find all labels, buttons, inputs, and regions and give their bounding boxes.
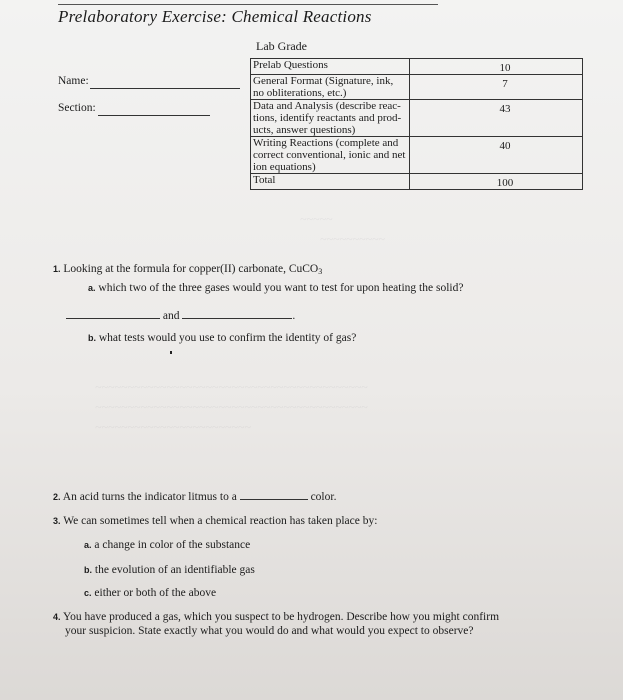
- grade-row: [251, 174, 583, 190]
- bleed-through-text: ~~~~~~~~~~~~~~~~~~~~~~~~~~~~~~~~~~~~~~~~~~: [95, 380, 368, 394]
- name-blank[interactable]: [90, 88, 240, 89]
- lab-grade-table: [250, 58, 583, 190]
- grade-category: Writing Reactions (complete and correct conventional, ionic and net ion equations): [251, 137, 410, 174]
- title-rule: [58, 4, 438, 5]
- question-3-option-a[interactable]: a. a change in color of the substance: [84, 539, 251, 551]
- litmus-color-blank[interactable]: [240, 499, 308, 500]
- gas-2-blank[interactable]: [182, 318, 292, 319]
- section-blank[interactable]: [98, 115, 210, 116]
- question-1a: a. which two of the three gases would you want to test for upon heating the solid?: [88, 282, 464, 294]
- section-label: Section:: [58, 102, 96, 114]
- grade-points: 10: [410, 59, 583, 75]
- bleed-through-text: ~~~~~~~~~~~~~~~~~~~~~~~~~~~~~~~~~~~~~~~~~~: [95, 400, 368, 414]
- question-3: 3. We can sometimes tell when a chemical reaction has taken place by:: [53, 515, 378, 527]
- question-3-option-b[interactable]: b. the evolution of an identifiable gas: [84, 564, 255, 576]
- bleed-through-text: ~~~~~: [300, 212, 333, 226]
- grade-points: 7: [410, 75, 583, 100]
- question-2: 2. An acid turns the indicator litmus to a color.: [53, 491, 337, 503]
- page-title: Prelaboratory Exercise: Chemical Reactions: [58, 7, 372, 26]
- gas-1-blank[interactable]: [66, 318, 160, 319]
- grade-row: [251, 100, 583, 137]
- question-1: 1. Looking at the formula for copper(II) carbonate, CuCO$_3$: [53, 263, 323, 276]
- grade-category: General Format (Signature, ink, no obliterations, etc.): [251, 75, 410, 100]
- question-1a-answer-line: and .: [66, 310, 295, 322]
- lab-grade-heading: Lab Grade: [256, 39, 307, 53]
- question-1b: b. what tests would you use to confirm the identity of gas?: [88, 332, 357, 344]
- name-field: [58, 75, 89, 87]
- name-label: Name:: [58, 75, 89, 87]
- grade-points: 43: [410, 100, 583, 137]
- grade-row: [251, 75, 583, 100]
- bleed-through-text: ~~~~~~~~~~: [320, 232, 385, 246]
- bleed-through-text: ~~~~~~~~~~~~~~~~~~~~~~~~: [95, 420, 251, 434]
- question-4-line-2: your suspicion. State exactly what you would do and what would you expect to observe?: [65, 625, 474, 637]
- question-4: 4. You have produced a gas, which you suspect to be hydrogen. Describe how you might confirm: [53, 611, 500, 623]
- question-3-option-c[interactable]: c. either or both of the above: [84, 587, 217, 599]
- grade-row: [251, 137, 583, 174]
- section-field: [58, 102, 96, 114]
- grade-points: 100: [410, 174, 583, 190]
- grade-category: Total: [251, 174, 410, 190]
- grade-points: 40: [410, 137, 583, 174]
- grade-category: Data and Analysis (describe reac- tions, identify reactants and prod- ucts, answer questions): [251, 100, 410, 137]
- grade-category: Prelab Questions: [251, 59, 410, 75]
- text-cursor: [170, 351, 172, 354]
- grade-row: [251, 59, 583, 75]
